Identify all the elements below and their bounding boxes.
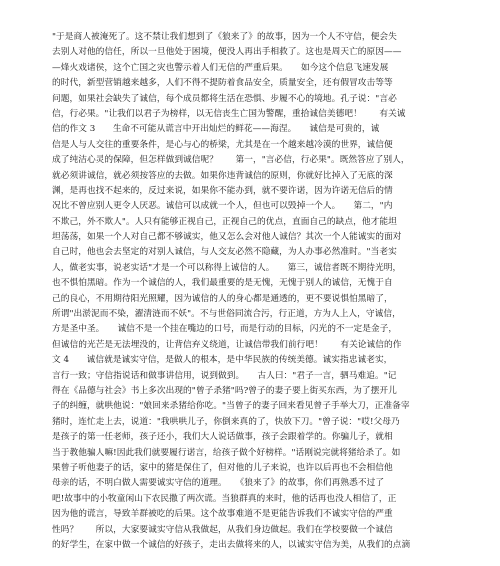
text-line: 己的良心，不用期待阳光照耀，因为诚信的人的身心都是通透的，更不要说惧怕黑暗了， bbox=[52, 293, 393, 304]
text-line: 成了纯洁心灵的保障，但怎样做到诚信呢？ 第一，"言必信，行必果"。既然答应了别人， bbox=[52, 155, 410, 166]
text-line: 信，行必果。"让我们以君子为榜样，以无信丧生亡国为警醒，重拾诚信美德吧！ 有关诚 bbox=[52, 108, 406, 119]
text-line: 不欺己，外不欺人"。人只有能够正视自己，正视自己的优点，直面自己的缺点，他才能坦 bbox=[52, 216, 397, 227]
text-line: —烽火戏诸侯，这个亡国之灾也警示着人们无信的严重后果。 如今这个信息飞速发展 bbox=[52, 62, 389, 73]
text-line: 当于教他骗人嘛!因此我们就要履行诺言，给孩子做个好榜样。"话刚说完就将猪给杀了。如 bbox=[52, 447, 401, 458]
text-line: 就必须讲诚信，就必须按答应的去做。如果你违背诚信的原则，你就好比掉入了无底的深 bbox=[52, 170, 393, 181]
text-line: 方是圣中圣。 诚信不是一个挂在嘴边的口号，而是行动的目标，闪光的不一定是金子， bbox=[52, 324, 398, 335]
text-line: 性吗？ 所以，大家要诚实守信从我做起，从我们身边做起。我们在学校要做一个诚信 bbox=[52, 524, 393, 535]
text-line: 渊，是再也找不起来的，反过来说，如果你不能办到，就不要许诺，因为许诺无信后的情 bbox=[52, 185, 393, 196]
text-line: 吧!故事中的小牧童闲山下农民撒了两次谎。当狼群真的来时，他的话再也没人相信了，正 bbox=[52, 493, 397, 504]
text-line: 是孩子的第一任老师，孩子还小，我们大人说话做事，孩子会跟着学的。你骗儿子，就相 bbox=[52, 432, 393, 443]
document-body bbox=[52, 30, 448, 553]
text-line: 得在《品德与社会》书上多次出现的"曾子杀猪"吗?曾子的妻子要上街买东西，为了摆开儿 bbox=[52, 385, 397, 396]
text-line: 猪时，连忙走上去，说道："我哄哄儿子，你倒来真的了，快放下刀。"曾子说："哎!父母乃 bbox=[52, 416, 400, 427]
text-line: 去别人对他的信任，所以一旦他处于困境，便没人再出手相救了。这也是周天亡的原因—— bbox=[52, 47, 402, 58]
text-line: 言行一致；守信指说话和做事讲信用，说到做到。 古人曰："君子一言，驷马难追。"记 bbox=[52, 370, 397, 381]
text-line: 子的纠缠，就哄他说："娘回来杀猪给你吃。"当曾子的妻子回来看见曾子手举大刀，正准备宰 bbox=[52, 401, 410, 412]
text-line: 的时代，新型营销越来越多，人们不得不提防着食品安全，质量安全，还有假冒攻击等等 bbox=[52, 78, 393, 89]
text-line: 也不惧怕黑暗。作为一个诚信的人，我们最重要的是无愧，无愧于别人的诚信，无愧于自 bbox=[52, 278, 393, 289]
text-line: 坦荡荡，如果一个人对自己都不够诚实，他又怎么会对他人诚信？其次一个人能诚实的面对 bbox=[52, 232, 402, 243]
text-line: 的好学生，在家中做一个诚信的好孩子，走出去做将来的人，以诚实守信为美，从我们的点滴 bbox=[52, 539, 411, 550]
text-line: 所谓"出淤泥而不染，濯清涟而不妖"。不与世俗同流合污，行正道，方为人上人，守诚信， bbox=[52, 309, 401, 320]
text-line: 况比不曾应别人更令人厌恶。诚信可以成就一个人，但也可以毁掉一个人。 第二，"内 bbox=[52, 201, 393, 212]
text-line: 文 4 诚信就是诚实守信，是做人的根本，是中华民族的传统美德。诚实指忠诚老实， bbox=[52, 355, 393, 366]
text-line: 信的作文 3 生命不可能从谎言中开出灿烂的鲜花——海涅。 诚信是可贵的，诚 bbox=[52, 124, 380, 135]
text-line: 果曾子听他妻子的话，家中的猪是保住了，但对他的儿子来说，也许以后再也不会相信他 bbox=[52, 462, 393, 473]
text-line: 问题，如果社会缺失了诚信，每个成员都将生活在恐惧、步履不心的境地。孔子说："言必 bbox=[52, 93, 397, 104]
text-line: 因为他的谎言，导致羊群被吃的后果。这个故事难道不是更能告诉我们不诚实守信的严重 bbox=[52, 509, 393, 520]
text-line: 母亲的话，不明白做人需要诚实守信的道理。 《狼来了》的故事，你们再熟悉不过了 bbox=[52, 478, 385, 489]
text-line: 信是人与人交往的重要条件，是心与心的桥梁，尤其是在一个越来越冷漠的世界，诚信便 bbox=[52, 139, 393, 150]
text-line: 人，做老实事，说老实话"才是一个可以称得上诚信的人。 第三，诚信者既不期待光明， bbox=[52, 262, 402, 273]
text-line: "于是商人被淹死了。这不禁让我们想到了《狼来了》的故事，因为一个人不守信，便会失 bbox=[52, 32, 397, 42]
text-line: 但诚信的光芒是无法埋没的，让背信弃义绕道，让诚信带我们前行吧！ 有关论诚信的作 bbox=[52, 339, 402, 350]
text-line: 自己时，他也会去坚定的对别人诚信，与人交友必然不隐藏，为人办事必然准时。"当老实 bbox=[52, 247, 397, 258]
